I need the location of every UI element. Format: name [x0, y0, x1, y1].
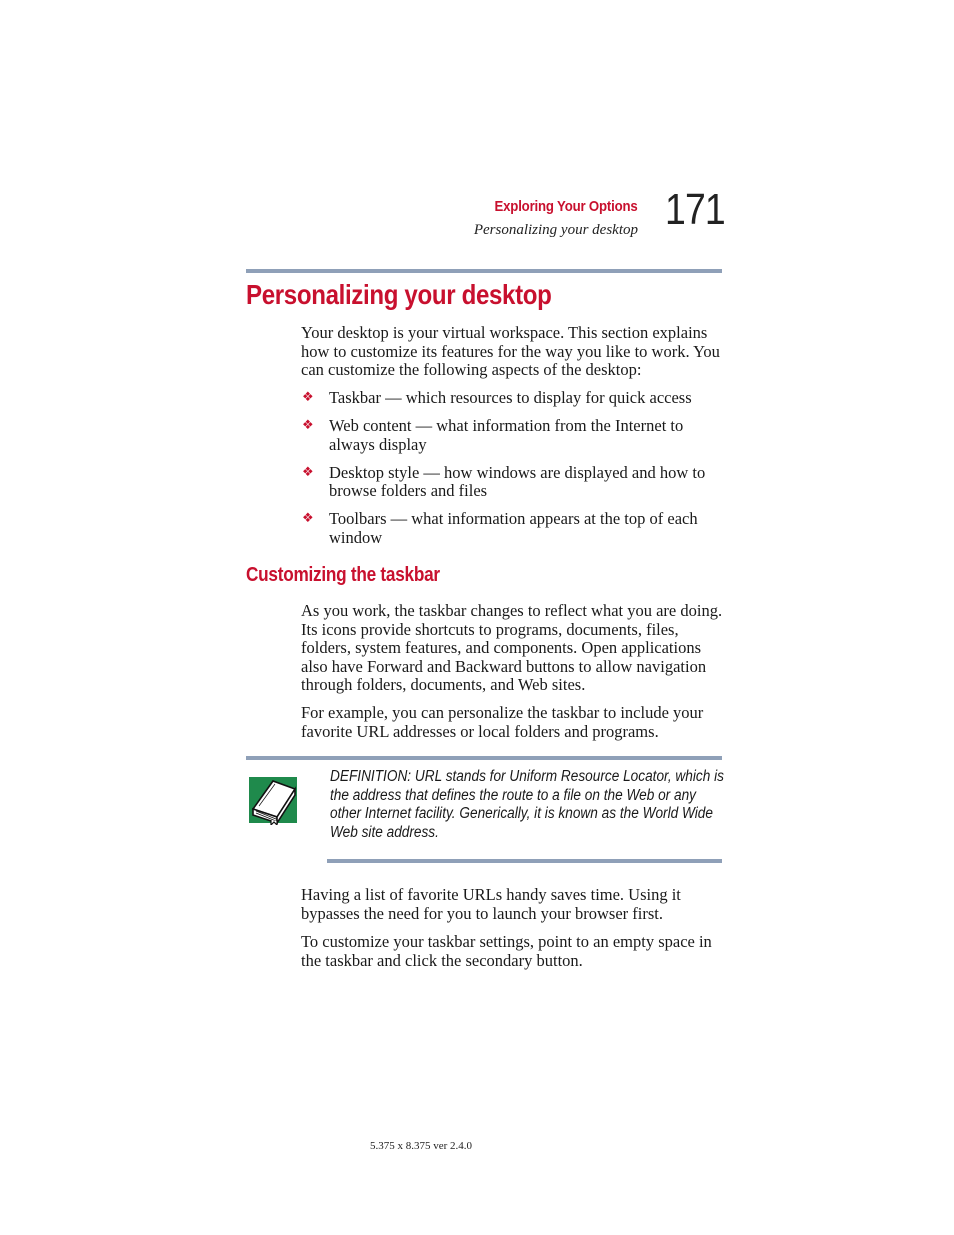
taskbar-paragraph: As you work, the taskbar changes to reflect what you are doing. Its icons provide shortcuts to programs, documents, files, folders, system features, and components. Open applications also have Forward and Backward buttons to allow navigation through folders, documents, and Web sites. [301, 601, 723, 695]
list-item-text: Taskbar — which resources to display for quick access [329, 388, 692, 407]
example-paragraph: For example, you can personalize the taskbar to include your favorite URL addresses or local folders and programs. [301, 703, 704, 741]
running-header-subsection: Personalizing your desktop [473, 222, 638, 238]
list-item-text: Web content — what information from the Internet to always display [329, 416, 684, 454]
list-item [301, 417, 725, 454]
bullet-diamond-icon: ❖ [302, 464, 314, 480]
definition-top-rule [246, 756, 722, 760]
list-item [301, 464, 725, 501]
footer-version: 5.375 x 8.375 ver 2.4.0 [370, 1140, 473, 1152]
running-header-section: Exploring Your Options [494, 198, 638, 215]
book-icon [247, 775, 299, 825]
page-title: Personalizing your desktop [246, 279, 552, 310]
list-item-text: Toolbars — what information appears at the top of each window [329, 509, 698, 548]
page-number: 171 [665, 185, 725, 234]
bullet-diamond-icon: ❖ [302, 418, 314, 434]
definition-note: DEFINITION: URL stands for Uniform Resource Locator, which is the address that defines the route to a file on the Web or any other Internet facility. Generically, it is known as the World Wide Web site address. [330, 768, 724, 842]
favorites-paragraph: Having a list of favorite URLs handy saves time. Using it bypasses the need for you to launch your browser first. [301, 885, 681, 923]
list-item-text: Desktop style — how windows are displayed and how to browse folders and files [329, 462, 706, 501]
aspect-list [301, 389, 725, 557]
list-item [301, 510, 725, 547]
header-rule [246, 269, 722, 273]
bullet-diamond-icon: ❖ [302, 511, 314, 527]
bullet-diamond-icon: ❖ [302, 390, 314, 405]
definition-bottom-rule [327, 859, 722, 863]
intro-paragraph: Your desktop is your virtual workspace. This section explains how to customize its features for the way you like to work. You can customize the following aspects of the desktop: [301, 323, 720, 380]
customize-paragraph: To customize your taskbar settings, point to an empty space in the taskbar and click the secondary button. [301, 932, 712, 970]
section-heading: Customizing the taskbar [246, 564, 440, 586]
list-item [301, 389, 725, 408]
